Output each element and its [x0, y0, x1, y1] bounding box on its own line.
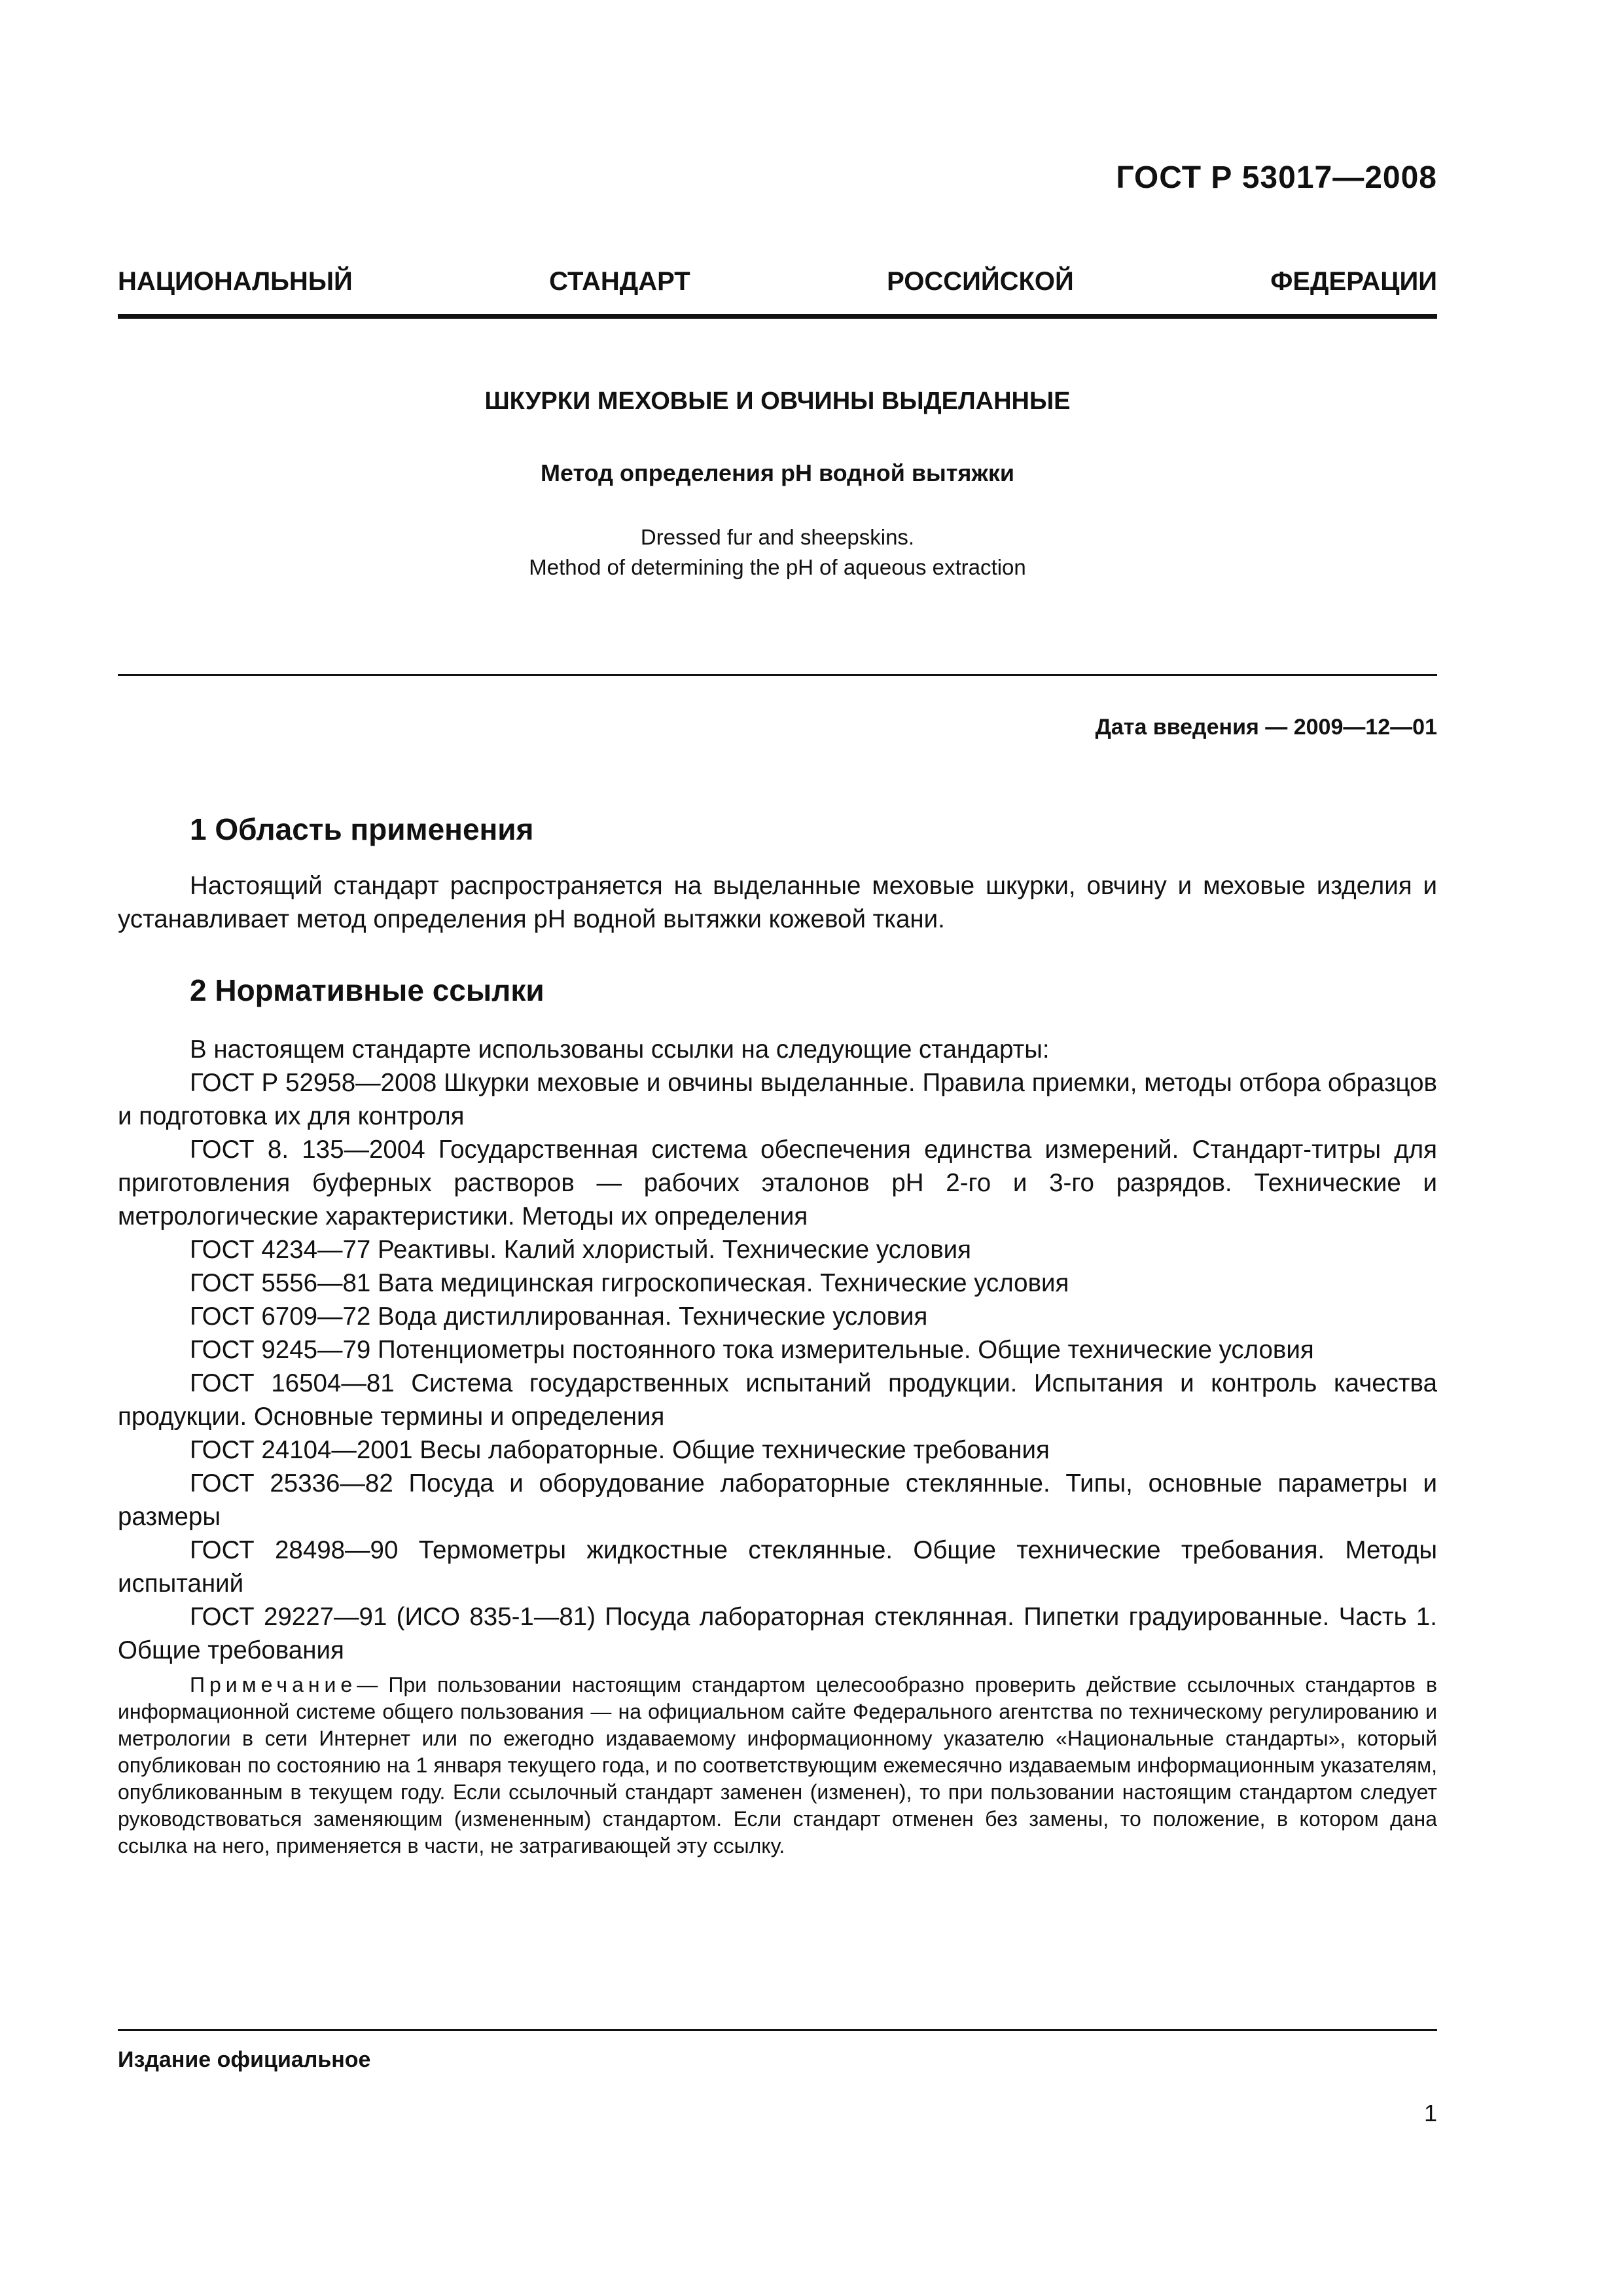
reference-item: ГОСТ Р 52958—2008 Шкурки меховые и овчины выделанные. Правила приемки, методы отбора образцов и подготовка их для контроля	[118, 1069, 1437, 1130]
introduction-date: Дата введения — 2009—12—01	[1095, 715, 1437, 740]
english-title-line: Dressed fur and sheepskins.	[640, 525, 915, 549]
reference-item: ГОСТ 8. 135—2004 Государственная система обеспечения единства измерений. Стандарт-титры для приготовления буферных растворов — рабочих эталонов pH 2-го и 3-го разрядов. Технические и метрологические характеристики. Методы их определения	[118, 1136, 1437, 1230]
document-title: ШКУРКИ МЕХОВЫЕ И ОВЧИНЫ ВЫДЕЛАННЫЕ	[484, 387, 1071, 415]
document-subtitle: Метод определения pH водной вытяжки	[540, 459, 1015, 486]
note-label: Примечание	[190, 1673, 357, 1696]
reference-item: ГОСТ 16504—81 Система государственных испытаний продукции. Испытания и контроль качества продукции. Основные термины и определения	[118, 1369, 1437, 1431]
banner-word: СТАНДАРТ	[549, 267, 690, 296]
reference-item: ГОСТ 5556—81 Вата медицинская гигроскопическая. Технические условия	[190, 1269, 1069, 1297]
banner-word: ФЕДЕРАЦИИ	[1270, 267, 1437, 296]
document-number: ГОСТ Р 53017—2008	[1116, 160, 1437, 195]
edition-label: Издание официальное	[118, 2047, 371, 2072]
reference-item: ГОСТ 28498—90 Термометры жидкостные стеклянные. Общие технические требования. Методы испытаний	[118, 1536, 1437, 1598]
reference-item: ГОСТ 25336—82 Посуда и оборудование лабораторные стеклянные. Типы, основные параметры и размеры	[118, 1469, 1437, 1531]
national-standard-banner	[118, 267, 1437, 296]
references-intro: В настоящем стандарте использованы ссылки на следующие стандарты:	[190, 1035, 1050, 1064]
note-text: — При пользовании настоящим стандартом целесообразно проверить действие ссылочных стандартов в информационной системе общего пользования — на официальном сайте Федерального агентства по техническому регулированию и метрологии в сети Интернет или по ежегодно издаваемому информационному указателю «Национальные стандарты», который опубликован по состоянию на 1 января текущего года, и по соответствующим ежемесячно издаваемым информационным указателям, опубликованным в текущем году. Если ссылочный стандарт заменен (изменен), то при пользовании настоящим стандартом следует руководствоваться заменяющим (измененным) стандартом. Если стандарт отменен без замены, то положение, в котором дана ссылка на него, применяется в части, не затрагивающей эту ссылку.	[118, 1673, 1437, 1857]
english-title	[118, 522, 1437, 583]
title-divider	[118, 674, 1437, 676]
section-heading-scope: 1 Область применения	[190, 812, 534, 846]
section-heading-references: 2 Нормативные ссылки	[190, 973, 544, 1007]
banner-word: РОССИЙСКОЙ	[887, 267, 1074, 296]
references-list	[118, 1033, 1437, 1667]
page-number: 1	[1423, 2100, 1437, 2126]
reference-item: ГОСТ 4234—77 Реактивы. Калий хлористый. Технические условия	[190, 1236, 972, 1264]
reference-item: ГОСТ 29227—91 (ИСО 835-1—81) Посуда лабораторная стеклянная. Пипетки градуированные. Часть 1. Общие требования	[118, 1603, 1437, 1664]
references-note	[118, 1672, 1437, 1859]
scope-paragraph: Настоящий стандарт распространяется на выделанные меховые шкурки, овчину и меховые изделия и устанавливает метод определения pH водной вытяжки кожевой ткани.	[118, 872, 1437, 933]
reference-item: ГОСТ 24104—2001 Весы лабораторные. Общие технические требования	[190, 1436, 1050, 1464]
footer-divider	[118, 2029, 1437, 2031]
english-title-line: Method of determining the pH of aqueous extraction	[529, 555, 1026, 579]
header-divider	[118, 314, 1437, 319]
banner-word: НАЦИОНАЛЬНЫЙ	[118, 267, 353, 296]
document-page	[118, 0, 1437, 2296]
reference-item: ГОСТ 9245—79 Потенциометры постоянного тока измерительные. Общие технические условия	[190, 1336, 1314, 1364]
reference-item: ГОСТ 6709—72 Вода дистиллированная. Технические условия	[190, 1302, 928, 1331]
